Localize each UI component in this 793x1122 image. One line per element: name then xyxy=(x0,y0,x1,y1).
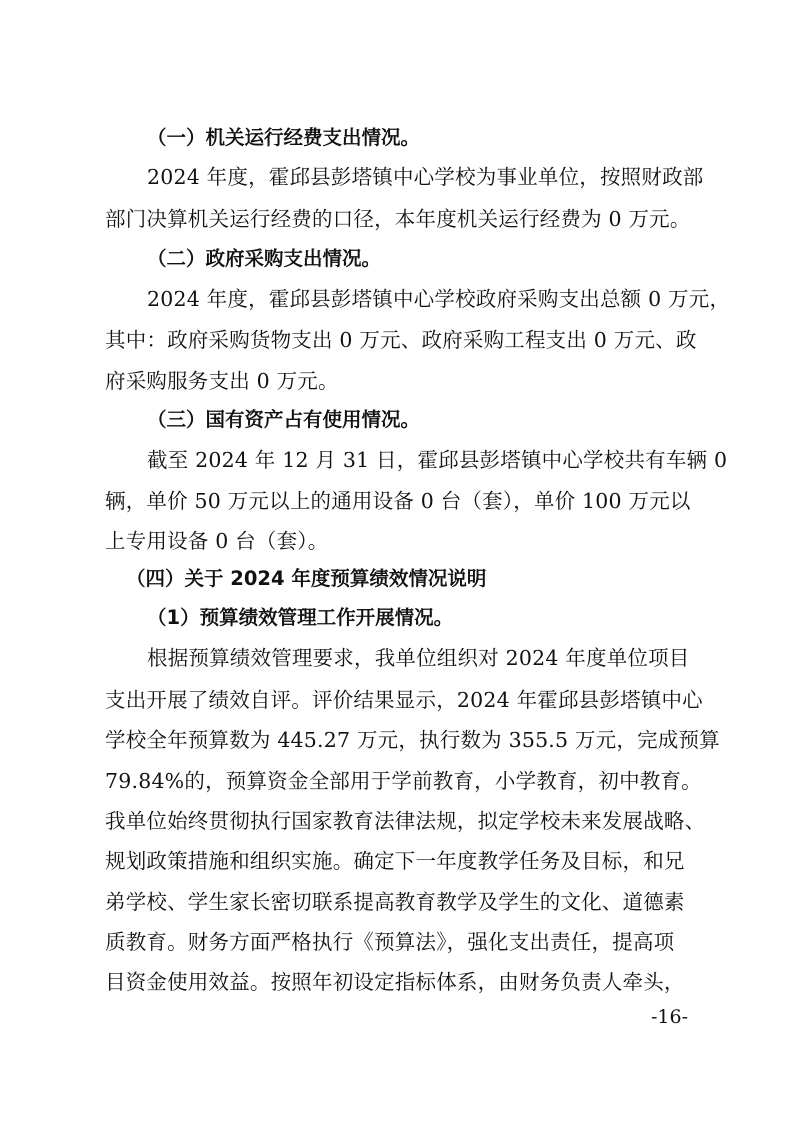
paragraph-line: 我单位始终贯彻执行国家教育法律法规，拟定学校未来发展战略、 xyxy=(105,809,706,833)
section-heading-government-procurement: （二）政府采购支出情况。 xyxy=(147,247,382,270)
paragraph-line: 弟学校、学生家长密切联系提高教育教学及学生的文化、道德素 xyxy=(105,890,685,914)
paragraph-line: 2024 年度，霍邱县彭塔镇中心学校政府采购支出总额 0 万元， xyxy=(147,287,731,311)
paragraph-line: 府采购服务支出 0 万元。 xyxy=(105,369,339,393)
paragraph-line: 截至 2024 年 12 月 31 日，霍邱县彭塔镇中心学校共有车辆 0 xyxy=(147,448,728,472)
paragraph-line: 2024 年度，霍邱县彭塔镇中心学校为事业单位，按照财政部 xyxy=(147,165,704,189)
paragraph-line: 其中：政府采购货物支出 0 万元、政府采购工程支出 0 万元、政 xyxy=(105,328,697,352)
subsection-heading-performance-management: （1）预算绩效管理工作开展情况。 xyxy=(147,606,454,629)
paragraph-line: 根据预算绩效管理要求，我单位组织对 2024 年度单位项目 xyxy=(147,646,690,670)
paragraph-line: 部门决算机关运行经费的口径，本年度机关运行经费为 0 万元。 xyxy=(105,207,691,231)
page-number: -16- xyxy=(651,1006,689,1028)
paragraph-line: 目资金使用效益。按照年初设定指标体系，由财务负责人牵头， xyxy=(105,970,685,994)
paragraph-line: 79.84%的，预算资金全部用于学前教育，小学教育，初中教育。 xyxy=(105,769,702,793)
section-heading-state-assets: （三）国有资产占有使用情况。 xyxy=(147,408,421,431)
paragraph-line: 学校全年预算数为 445.27 万元，执行数为 355.5 万元，完成预算 xyxy=(105,728,720,752)
section-heading-budget-performance: （四）关于 2024 年度预算绩效情况说明 xyxy=(126,567,487,590)
paragraph-line: 支出开展了绩效自评。评价结果显示，2024 年霍邱县彭塔镇中心 xyxy=(105,688,703,712)
paragraph-line: 上专用设备 0 台（套）。 xyxy=(105,529,329,553)
paragraph-line: 质教育。财务方面严格执行《预算法》，强化支出责任，提高项 xyxy=(105,930,675,954)
paragraph-line: 辆，单价 50 万元以上的通用设备 0 台（套），单价 100 万元以 xyxy=(105,489,691,513)
paragraph-line: 规划政策措施和组织实施。确定下一年度教学任务及目标，和兄 xyxy=(105,849,685,873)
section-heading-operating-expenses: （一）机关运行经费支出情况。 xyxy=(147,126,421,149)
